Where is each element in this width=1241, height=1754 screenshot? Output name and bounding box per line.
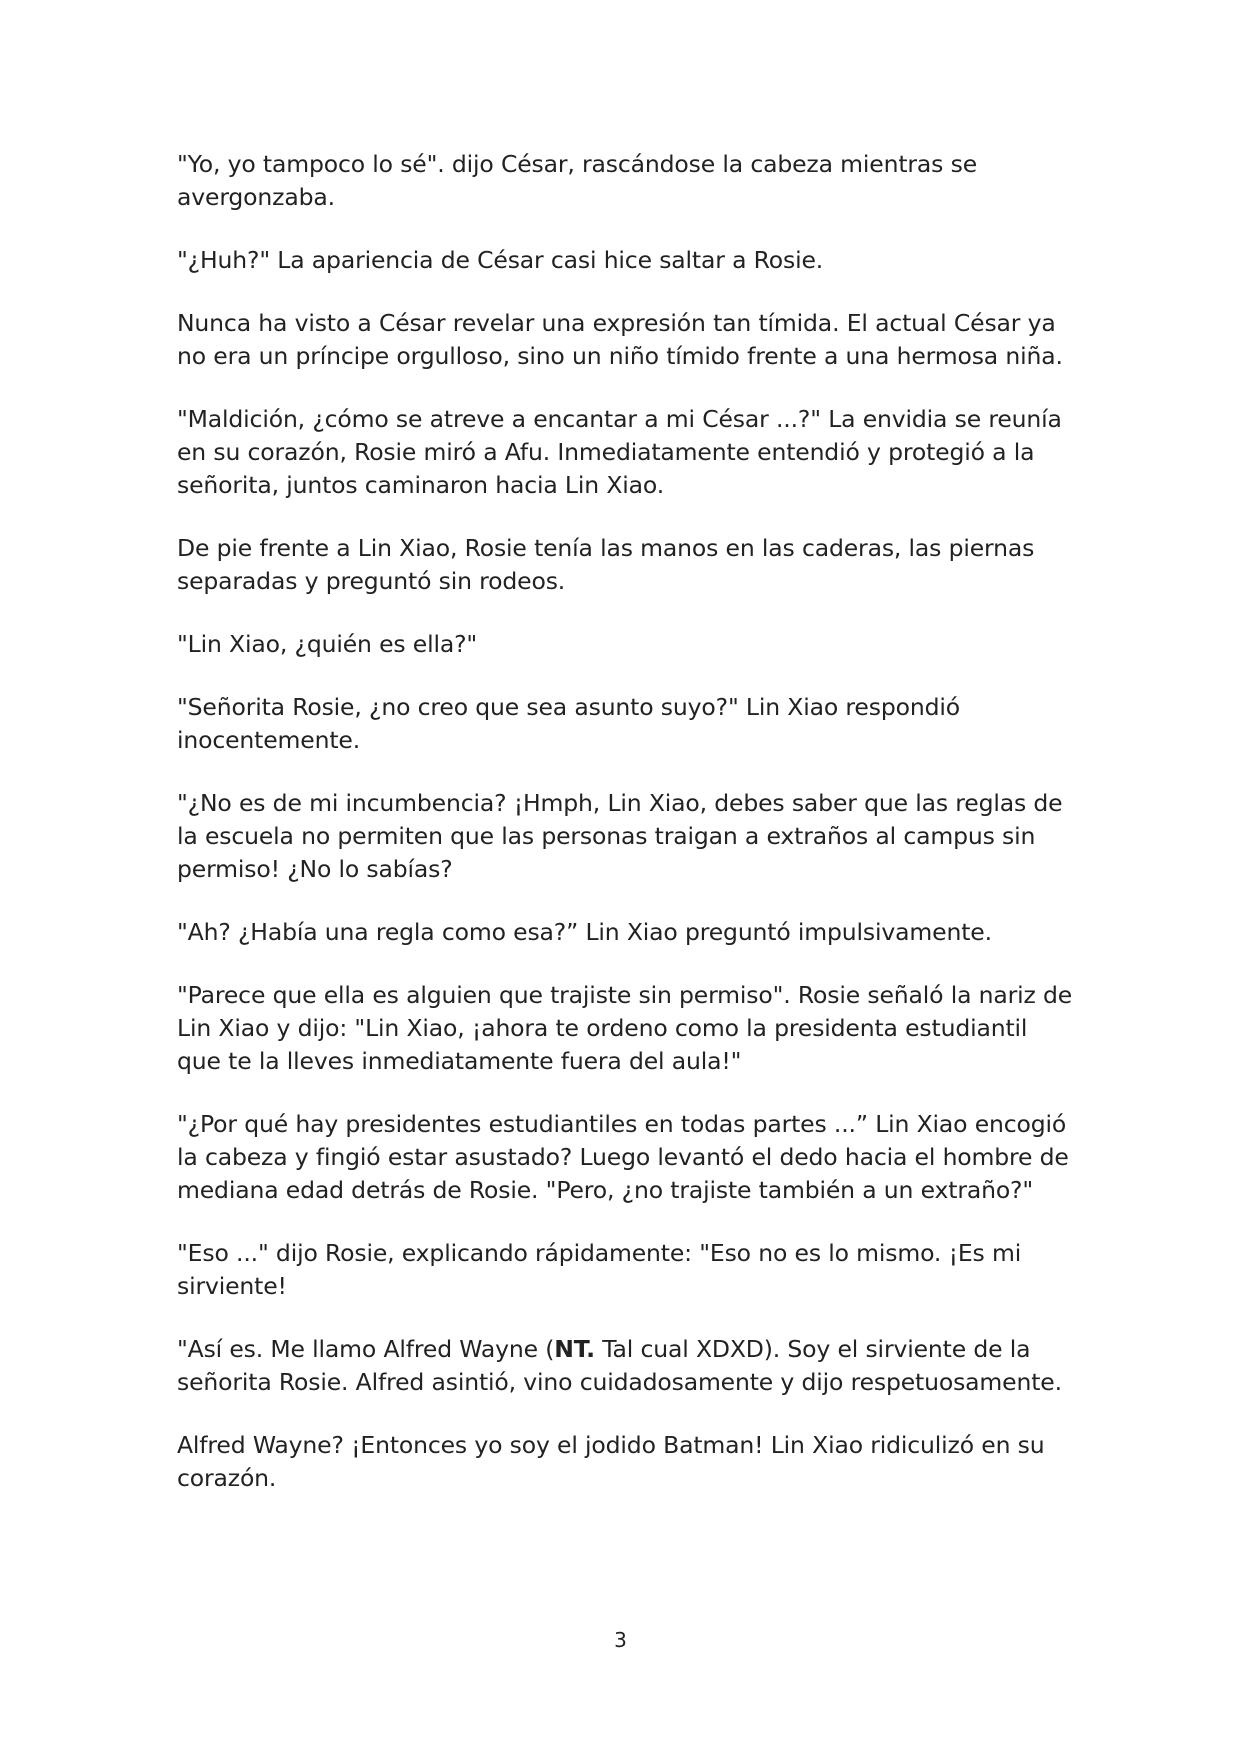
body-text	[177, 148, 1077, 1525]
paragraph: Alfred Wayne? ¡Entonces yo soy el jodido Batman! Lin Xiao ridiculizó en su corazón.	[177, 1431, 1045, 1492]
page-number: 3	[614, 1628, 627, 1652]
paragraph: "Eso ..." dijo Rosie, explicando rápidamente: "Eso no es lo mismo. ¡Es mi sirviente!	[177, 1239, 1022, 1300]
paragraph: "¿No es de mi incumbencia? ¡Hmph, Lin Xiao, debes saber que las reglas de la escuela no permiten que las personas traigan a extraños al campus sin permiso! ¿No lo sabías?	[177, 789, 1063, 883]
paragraph: De pie frente a Lin Xiao, Rosie tenía las manos en las caderas, las piernas separadas y preguntó sin rodeos.	[177, 534, 1035, 595]
paragraph: "Maldición, ¿cómo se atreve a encantar a mi César ...?" La envidia se reunía en su corazón, Rosie miró a Afu. Inmediatamente entendió y protegió a la señorita, juntos caminaron hacia Lin Xiao.	[177, 405, 1062, 499]
paragraph: Nunca ha visto a César revelar una expresión tan tímida. El actual César ya no era un príncipe orgulloso, sino un niño tímido frente a una hermosa niña.	[177, 309, 1063, 370]
paragraph: "Ah? ¿Había una regla como esa?” Lin Xiao preguntó impulsivamente.	[177, 918, 992, 946]
paragraph: "Señorita Rosie, ¿no creo que sea asunto suyo?" Lin Xiao respondió inocentemente.	[177, 693, 960, 754]
paragraph: "Yo, yo tampoco lo sé". dijo César, rascándose la cabeza mientras se avergonzaba.	[177, 150, 977, 211]
paragraph-text-start: "Así es. Me llamo Alfred Wayne (	[177, 1335, 555, 1363]
paragraph-text-end: Tal cual XDXD). Soy el sirviente de la señorita Rosie. Alfred asintió, vino cuidadosamente y dijo respetuosamente.	[177, 1335, 1062, 1396]
translator-note-label: NT.	[554, 1335, 595, 1363]
paragraph: "Parece que ella es alguien que trajiste sin permiso". Rosie señaló la nariz de Lin Xiao y dijo: "Lin Xiao, ¡ahora te ordeno como la presidenta estudiantil que te la lleves inmediatamente fuera del aula!"	[177, 981, 1073, 1075]
paragraph-translator-note	[177, 1333, 1077, 1399]
paragraph: "¿Huh?" La apariencia de César casi hice saltar a Rosie.	[177, 246, 824, 274]
paragraph: "Lin Xiao, ¿quién es ella?"	[177, 630, 478, 658]
paragraph: "¿Por qué hay presidentes estudiantiles en todas partes ...” Lin Xiao encogió la cabeza y fingió estar asustado? Luego levantó el dedo hacia el hombre de mediana edad detrás de Rosie. "Pero, ¿no trajiste también a un extraño?"	[177, 1110, 1069, 1204]
